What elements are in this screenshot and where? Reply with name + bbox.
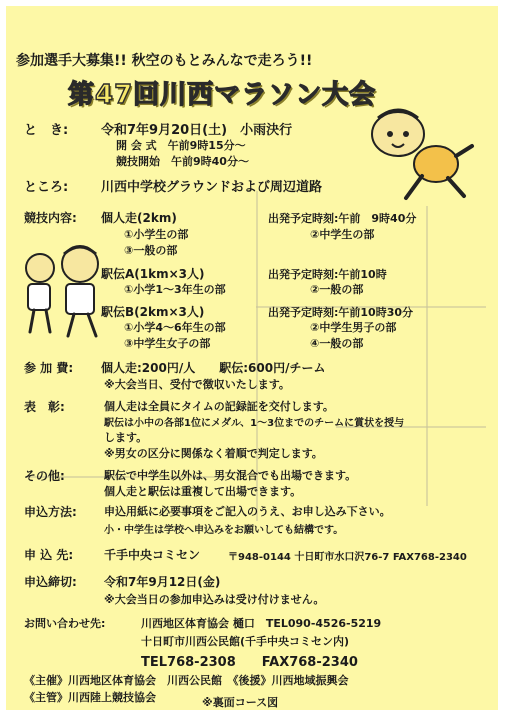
events-label: 競技内容: <box>24 211 77 225</box>
place-value: 川西中学校グラウンドおよび周辺道路 <box>101 180 323 195</box>
individual-cat: ①小学生の部 <box>124 228 189 241</box>
child-head <box>26 254 54 282</box>
apply-label: 申込方法: <box>24 505 77 519</box>
award-line: します。 <box>104 431 148 444</box>
individual-cat: ②中学生の部 <box>310 228 375 241</box>
relayB-cat: ②中学生男子の部 <box>310 321 397 334</box>
relayB-cat: ③中学生女子の部 <box>124 337 211 350</box>
award-note: ※男女の区分に関係なく着順で判定します。 <box>104 447 323 460</box>
award-line: 駅伝は小中の各部1位にメダル、1～3位までのチームに賞状を授与 <box>104 418 405 429</box>
opening-time: 開 会 式 午前9時15分～ <box>116 139 246 152</box>
map-road-line <box>426 206 428 506</box>
relayB-cat: ④一般の部 <box>310 337 364 350</box>
event-title: 第47回川西マラソン大会 <box>68 80 377 110</box>
individual-time: 出発予定時刻:午前 9時40分 <box>268 212 417 225</box>
recruit-headline: 参加選手大募集!! 秋空のもとみんなで走ろう!! <box>16 53 313 69</box>
apply-line: 小・中学生は学校へ申込みをお願いしても結構です。 <box>104 525 344 536</box>
relayA-time: 出発予定時刻:午前10時 <box>268 268 387 281</box>
when-label: と き: <box>24 123 69 138</box>
award-label: 表 彰: <box>24 400 65 414</box>
relayA-name: 駅伝A(1km×3人) <box>101 267 205 281</box>
relayB-cat: ①小学4～6年生の部 <box>124 321 226 334</box>
apply-line: 申込用紙に必要事項をご記入のうえ、お申し込み下さい。 <box>104 505 391 518</box>
deadline-value: 令和7年9月12日(金) <box>104 575 221 589</box>
fee-label: 参 加 費: <box>24 361 74 375</box>
child-shirt <box>66 284 94 314</box>
dest-address: 〒948-0144 十日町市水口沢76-7 FAX768-2340 <box>228 552 467 563</box>
start-time: 競技開始 午前9時40分～ <box>116 155 249 168</box>
contact-org: 川西地区体育協会 樋口 TEL090-4526-5219 <box>141 617 382 630</box>
child-shirt <box>28 284 50 310</box>
relayB-name: 駅伝B(2km×3人) <box>101 305 205 319</box>
contact-label: お問い合わせ先: <box>24 617 106 630</box>
individual-name: 個人走(2km) <box>101 211 177 225</box>
deadline-note: ※大会当日の参加申込みは受け付けません。 <box>104 593 325 606</box>
fee-value: 個人走:200円/人 駅伝:600円/チーム <box>101 361 326 375</box>
other-label: その他: <box>24 469 65 483</box>
runner-illustration <box>356 106 476 206</box>
event-date: 令和7年9月20日(土) 小雨決行 <box>101 123 293 138</box>
manager-line: 《主管》川西陸上競技協会 <box>24 691 156 704</box>
award-line: 個人走は全員にタイムの記録証を交付します。 <box>104 400 334 413</box>
relayA-cat: ①小学1～3年生の部 <box>124 283 226 296</box>
contact-tel: TEL768-2308 FAX768-2340 <box>141 655 358 670</box>
fee-note: ※大会当日、受付で徴収いたします。 <box>104 378 290 391</box>
dest-label: 申 込 先: <box>24 548 74 562</box>
runner-head <box>372 112 424 156</box>
relayA-cat: ②一般の部 <box>310 283 364 296</box>
other-line: 駅伝で中学生以外は、男女混合でも出場できます。 <box>104 469 357 482</box>
runner-eye <box>403 131 409 137</box>
individual-cat: ③一般の部 <box>124 244 178 257</box>
place-label: ところ: <box>24 180 69 195</box>
hosts-line: 《主催》川西地区体育協会 川西公民館 《後援》川西地域振興会 <box>24 674 349 687</box>
children-illustration <box>20 242 110 338</box>
other-line: 個人走と駅伝は重複して出場できます。 <box>104 485 302 498</box>
course-note: ※裏面コース図 <box>202 696 279 709</box>
relayB-time: 出発予定時刻:午前10時30分 <box>268 306 414 319</box>
runner-eye <box>387 131 393 137</box>
deadline-label: 申込締切: <box>24 575 77 589</box>
dest-name: 千手中央コミセン <box>104 548 201 562</box>
flyer-sheet <box>6 6 498 710</box>
contact-org: 十日町市川西公民館(千手中央コミセン内) <box>141 635 350 648</box>
